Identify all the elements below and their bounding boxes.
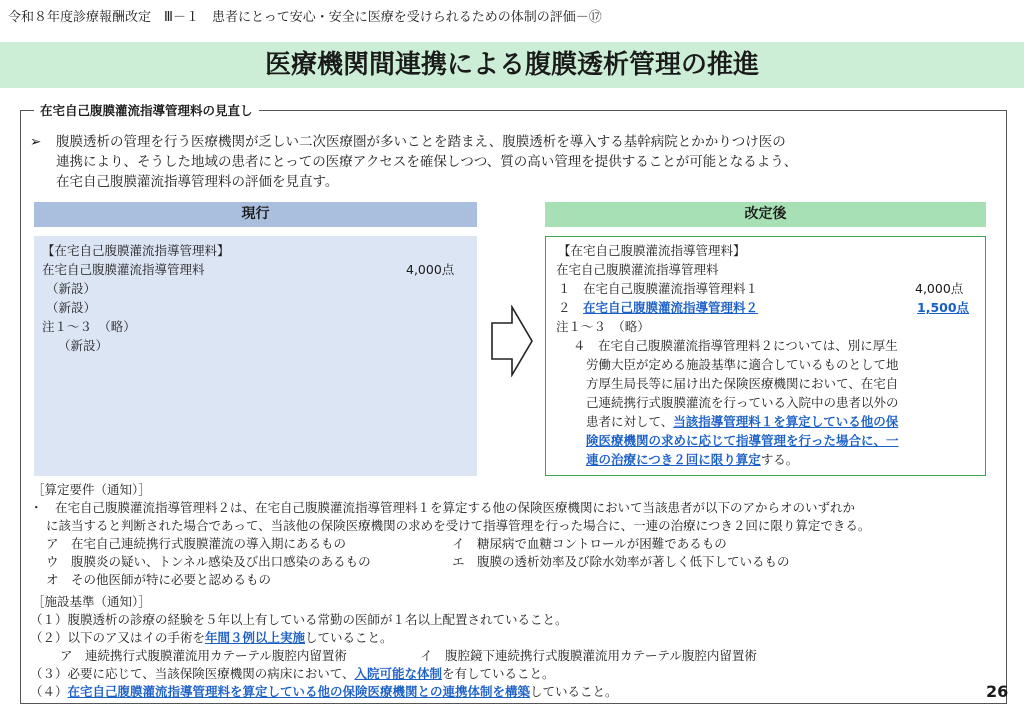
requirement-a: ア 在宅自己連続携行式腹膜灌流の導入期にあるもの [46, 536, 347, 551]
facility-4-plain-c: していること。 [530, 684, 618, 699]
facility-standard-3 [30, 664, 555, 683]
revised-note: 注１～３ （略） [556, 319, 650, 334]
revised-item: 在宅自己腹膜灌流指導管理料 [556, 262, 719, 277]
revised-note4-line-4: 己連続携行式腹膜灌流を行っている入院中の患者以外の [586, 395, 899, 410]
revised-item-2-num: ２ [558, 300, 584, 315]
facility-2-emphasis: 年間３例以上実施 [205, 630, 306, 645]
facility-2-plain-c: していること。 [305, 630, 393, 645]
revised-note4-line-7 [586, 450, 798, 469]
current-new-3: （新設） [58, 338, 109, 353]
requirements-line-2: に該当すると判断された場合であって、当該他の保険医療機関の求めを受けて指導管理を行った場合に、一連の治療につき２回に限り算定できる。 [46, 518, 871, 533]
facility-3-emphasis: 入院可能な体制 [354, 666, 443, 681]
facility-4-emphasis: 在宅自己腹膜灌流指導管理料を算定している他の保険医療機関との連携体制を構築 [67, 684, 531, 699]
requirement-u: ウ 腹膜炎の疑い、トンネル感染及び出口感染のあるもの [46, 554, 371, 569]
revised-item-2-row [558, 298, 758, 317]
revised-points-2: 1,500点 [917, 300, 970, 315]
facility-standard-2-sub-i: イ 腹腔鏡下連続携行式腹膜灌流用カテーテル腹腔内留置術 [420, 648, 757, 663]
requirements-line-1: ・ 在宅自己腹膜灌流指導管理料２は、在宅自己腹膜灌流指導管理料１を算定する他の保険医療機関において当該患者が以下のアからオのいずれか [30, 500, 856, 515]
right-arrow-icon [490, 305, 534, 381]
note4-l7-plain: する。 [760, 452, 799, 467]
note4-l7-emphasis: 連の治療につき２回に限り算定 [586, 452, 761, 467]
intro-line-3: 在宅自己腹膜灌流指導管理料の評価を見直す。 [56, 174, 339, 190]
current-points: 4,000点 [406, 262, 455, 277]
facility-standard-2-sub-a: ア 連続携行式腹膜灌流用カテーテル腹腔内留置術 [60, 648, 347, 663]
slide-header: 令和８年度診療報酬改定 Ⅲ－１ 患者にとって安心・安全に医療を受けられるための体制の評価－⑰ [8, 10, 602, 25]
facility-4-plain-a: （４） [30, 684, 68, 699]
facility-2-plain-a: （２）以下のア又はイの手術を [30, 630, 206, 645]
current-new-2: （新設） [46, 300, 97, 315]
current-item: 在宅自己腹膜灌流指導管理料 [42, 262, 205, 277]
revised-note4-line-3: 方厚生局長等に届け出た保険医療機関において、在宅自 [586, 376, 899, 391]
requirement-e: エ 腹膜の透析効率及び除水効率が著しく低下しているもの [452, 554, 790, 569]
intro-line-1: 腹膜透析の管理を行う医療機関が乏しい二次医療圏が多いことを踏まえ、腹膜透析を導入する基幹病院とかかりつけ医の [56, 134, 786, 150]
current-header: 現行 [34, 202, 477, 227]
revised-note4-line-6: 険医療機関の求めに応じて指導管理を行った場合に、一 [586, 433, 899, 448]
current-heading: 【在宅自己腹膜灌流指導管理料】 [42, 243, 230, 258]
revised-points-1: 4,000点 [915, 281, 964, 296]
intro-line-2: 連携により、そうした地域の患者にとっての医療アクセスを確保しつつ、質の高い管理を提供することが可能となるよう、 [56, 154, 798, 170]
intro-paragraph [30, 132, 1005, 192]
facility-standard-2 [30, 628, 393, 647]
note4-l5-emphasis: 当該指導管理料１を算定している他の保 [673, 414, 899, 429]
facility-standard-4 [30, 682, 618, 701]
revised-heading: 【在宅自己腹膜灌流指導管理料】 [558, 243, 746, 258]
page-number: 26 [986, 682, 1009, 701]
note4-l5-plain: 患者に対して、 [586, 414, 674, 429]
requirement-o: オ その他医師が特に必要と認めるもの [46, 572, 272, 587]
bullet-arrow-icon: ➢ [30, 134, 42, 150]
revised-note4-line-1: ４ 在宅自己腹膜灌流指導管理料２については、別に厚生 [573, 338, 898, 353]
revised-note4-line-5 [586, 412, 898, 431]
requirement-i: イ 糖尿病で血糖コントロールが困難であるもの [452, 536, 727, 551]
revised-item-1: １ 在宅自己腹膜灌流指導管理料１ [558, 281, 759, 296]
facility-heading: ［施設基準（通知）］ [32, 594, 151, 609]
facility-standard-1: （１）腹膜透析の診療の経験を５年以上有している常勤の医師が１名以上配置されていること。 [30, 612, 568, 627]
section-label: 在宅自己腹膜灌流指導管理料の見直し [34, 101, 259, 119]
facility-3-plain-a: （３）必要に応じて、当該保険医療機関の病床において、 [30, 666, 355, 681]
requirements-heading: ［算定要件（通知）］ [32, 482, 151, 497]
revised-note4-line-2: 労働大臣が定める施設基準に適合しているものとして地 [586, 357, 899, 372]
current-note: 注１～３ （略） [42, 319, 136, 334]
revised-item-2: 在宅自己腹膜灌流指導管理料２ [583, 300, 759, 315]
page-title: 医療機関間連携による腹膜透析管理の推進 [264, 50, 759, 80]
current-new-1: （新設） [46, 281, 97, 296]
revised-header: 改定後 [545, 202, 986, 227]
facility-3-plain-c: を有していること。 [442, 666, 555, 681]
